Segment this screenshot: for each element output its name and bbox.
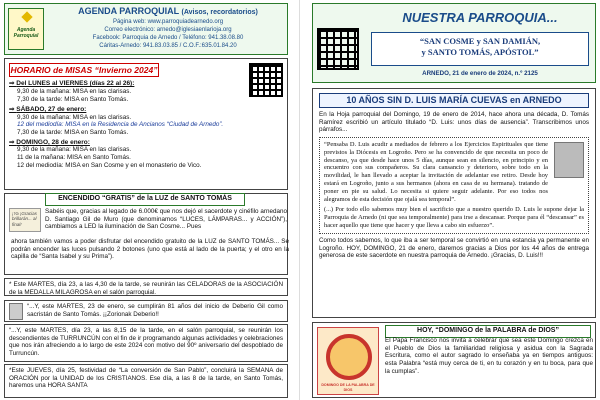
schedule-line: 7,30 de la tarde: MISA en Santo Tomás. (17, 95, 129, 103)
word-of-god-image (317, 327, 379, 395)
ring-icon (326, 334, 372, 380)
lightbulb-caption: ¡Ya ¡Gracias brillarán... al final! (12, 211, 37, 227)
agenda-header (4, 3, 288, 55)
qr-code-icon (317, 28, 359, 70)
article-intro: En la Hoja parroquial del Domingo, 19 de enero de 2014, hace ahora una década, D. Tomás Ramírez escribió un artículo titulado “D. Luis: unos días de ausencia”. Transcribimos unos párrafos... (319, 110, 589, 134)
quote-paragraph-2: (...) Por todo ello sabemos muy bien el sacrificio que a nuestro querido D. Luis le supone dejar la Parroquia de Arnedo (ni que sea temporalmente) para irse a descansar. Porque para él “descansar” es hacer aquello que tiene que hacer y que lleva a cabo sin esfuerzo”. (324, 206, 584, 230)
notice-turruncun: “...Y, este MARTES, día 23, a las 8,15 de la tarde, en el salón parroquial, se reunirán los descendientes de TURRUNCÚN con el fin de ir programando algunas actividades y celebraciones que nos irán afreciendo a lo largo de este 2024 con motivo del 90º aniversario del despoblado de Turruncún. (4, 324, 288, 362)
mail-line: Correo electrónico: arnedo@iglesiaenlarioja.org (104, 26, 232, 33)
schedule-line: 12 del mediodía: MISA en la Residencia de Ancianos “Ciudad de Arnedo”. (17, 121, 224, 129)
article-outro: Como todos sabemos, lo que iba a ser temporal se convirtió en una estancia ya permanente en Logroño. HOY, DOMINGO, 21 de enero, daremos gracias a Dios por los 44 años de entrega generosa de este sacerdote en nuestra parroquia de Arnedo. ¡Gracias, D. Luis!!! (319, 236, 589, 260)
notice-sacristan-text: “...Y, este MARTES, 23 de enero, se cumplirán 81 años del inicio de Deberio Gil como sacristán de Santo Tomás. ¡¡Zorionak Deberio!! (27, 303, 283, 318)
parish-name-box (371, 32, 589, 66)
schedule-title-main: HORARIO de MISAS (10, 65, 93, 75)
logo-label-2: Parroquial (13, 33, 39, 40)
left-page (0, 0, 292, 400)
schedule-line: 12 del mediodía: MISA en San Cosme y en el monasterio de Vico. (17, 161, 202, 169)
portrait-photo (9, 303, 23, 320)
schedule-day-saturday: ⇒ SÁBADO, 27 de enero: (9, 106, 283, 114)
right-page (308, 0, 600, 400)
priest-portrait (554, 142, 584, 178)
agenda-title-main: AGENDA PARROQUIAL (78, 6, 179, 16)
light-notice (4, 193, 288, 275)
logo-label-1: Agenda (16, 27, 36, 33)
issue-date: ARNEDO, 21 de enero de 2024, n.º 2125 (422, 70, 538, 77)
schedule-title-season: “Invierno 2024” (94, 65, 158, 75)
light-notice-body-2: ahora también vamos a poder disfrutar del encendido gratuito de la LUZ de SANTO TOMÁS... Se podrán encender las luces pulsando 2 botones (uno que está al lado de la puerta; y el otro en la capilla de “Santa Isabel y su Prima”). (11, 238, 289, 261)
parish-name-line-1: “SAN COSME y SAN DAMIÁN, (419, 36, 541, 46)
quote-paragraph-1: “Pensaba D. Luis acudir a mediados de febrero a los Ejercicios Espirituales que tiene previstos la Diócesis en Logroño. Pero se ha convencido de que necesita un poco de descanso, ya que desde hace unos 5 días, aunque sean en silencio, en principio y en encuentro con sus compañeros. Su clara cansancio y deterioro, sobre todo en la movilidad, le han llevado a aceptar la invitación de adelantar ese retiro. Desde hoy estará en Logroño, junto a sus hermanos (ahora en casa de su hermana). tratando de poner en pie su salud. Lo necesita si quiere seguir adelante. Por eso todos nos alegramos de esta decisión que ojalá sea temporal”. (324, 140, 548, 203)
tribute-article (312, 88, 596, 318)
word-of-god-body: El Papa Francisco nos invita a celebrar que sea este Domingo crezca en el Pueblo de Dios la familiaridad religiosa y asidua con la Sagrada Escritura, como el autor sagrado lo enseñaba ya en tiempos antiguos: esta Palabra “está muy cerca de ti, en tu corazón y en tu boca, para que la cumplas”. (385, 337, 593, 375)
parish-title: NUESTRA PARROQUIA... (402, 10, 558, 25)
parish-logo (317, 8, 361, 78)
schedule-line: 9,30 de la mañana: MISA en las clarisas. (17, 113, 132, 121)
qr-code-icon (249, 63, 283, 97)
word-of-god-image-text: DOMINGO DE LA PALABRA DE DIOS (321, 383, 375, 392)
notice-milagrosa: * Este MARTES, día 23, a las 4,30 de la tarde, se reunirán las CELADORAS de la ASOCIACIÓN de la MEDALLA MILAGROSA en el salón parroquial. (4, 278, 288, 296)
article-quote (319, 137, 589, 234)
parish-header (312, 3, 596, 83)
schedule-line: 7,30 de la tarde: MISA en Santo Tomás. (17, 128, 129, 136)
word-of-god-notice (312, 322, 596, 398)
notice-unidad: *Este JUEVES, día 25, festividad de “La conversión de San Pablo”, concluirá la SEMANA de ORACIÓN por la UNIDAD de los CRISTIANOS. Ese día, a las 8 de la tarde, en Santo Tomás, haremos una HORA SANTA (4, 364, 288, 398)
star-icon (21, 11, 32, 22)
article-title: 10 AÑOS SIN D. LUIS MARÍA CUEVAS en ARNEDO (319, 93, 589, 108)
schedule-line: 9,30 de la mañana: MISA en las clarisas. (17, 88, 132, 96)
facebook-line: Facebook: Parroquia de Arnedo / Teléfono: 941.38.08.80 (92, 35, 244, 42)
lightbulb-image (9, 208, 41, 232)
page-divider (299, 0, 300, 400)
schedule-line: 9,30 de la mañana: MISA en las clarisas. (17, 146, 132, 154)
light-notice-title: ENCENDIDO “GRATIS” de la LUZ de SANTO TOMÁS (45, 193, 245, 206)
web-line: Página web: www.parroquiadearnedo.org (112, 18, 224, 25)
agenda-header-text (49, 6, 287, 51)
mass-schedule (4, 58, 288, 190)
word-of-god-title: HOY, “DOMINGO de la PALABRA de DIOS” (385, 325, 591, 338)
schedule-day-weekday: ⇒ Del LUNES al VIERNES (días 22 al 26): (9, 80, 283, 88)
parish-name-line-2: y SANTO TOMÁS, APÓSTOL” (421, 47, 539, 58)
agenda-logo (8, 8, 44, 50)
schedule-day-sunday: ⇒ DOMINGO, 28 de enero: (9, 139, 283, 147)
light-notice-body-1: Sabéis que, gracias al legado de 6.000€ que nos dejó el sacerdote y cinéfilo arnedano D. Santiago Gil de Muro (que denominamos “LUCES, LÁMPARAS... y ACCIÓN”), cambiamos a LED la iluminación de San Cosme... Pues (45, 208, 287, 231)
caritas-line: Cáritas-Arnedo: 941.83.03.85 / C.O.F.:635.01.84.20 (99, 43, 237, 50)
agenda-title (49, 6, 287, 18)
schedule-title (9, 63, 159, 77)
agenda-title-suffix: (Avisos, recordatorios) (181, 9, 258, 16)
notice-sacristan (4, 300, 288, 322)
schedule-line: 11 de la mañana: MISA en Santo Tomás. (17, 154, 131, 162)
